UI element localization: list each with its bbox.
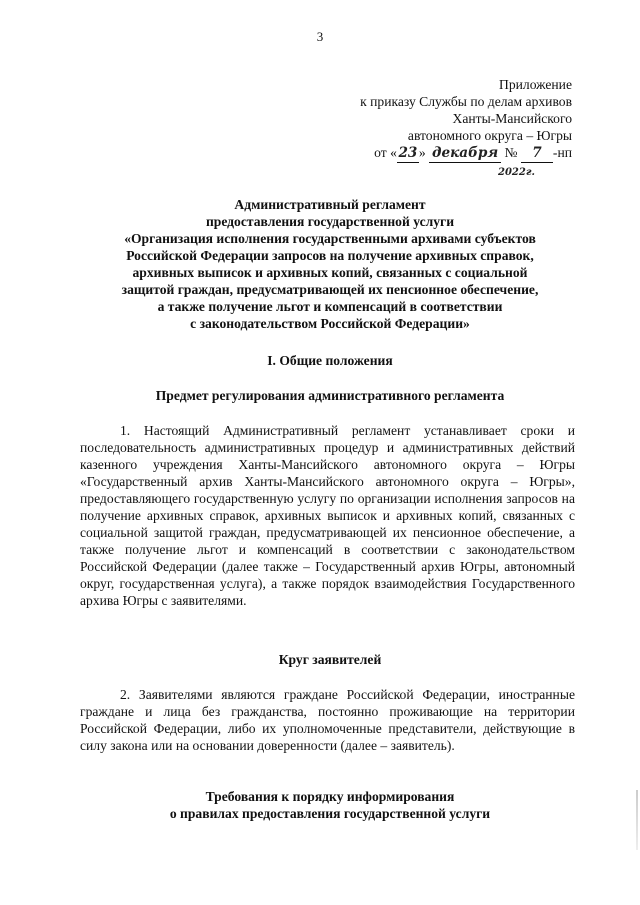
order-month: декабря [429, 145, 501, 163]
title-line: Административный регламент [234, 197, 426, 212]
title-line: а также получение льгот и компенсаций в соответствии [157, 299, 503, 314]
requirements-heading [80, 788, 580, 822]
document-title [80, 196, 580, 332]
subject-heading: Предмет регулирования административного регламента [155, 388, 505, 403]
order-number: 7 [521, 145, 553, 163]
page-number: 3 [316, 29, 324, 44]
paragraph-text: 2. Заявителями являются граждане Российской Федерации, иностранные граждане и лица без гражданства, постоянно проживающие на территории Российской Федерации, либо их уполномоченные представители, действующие в силу закона или на основании доверенности (далее – заявитель). [80, 687, 575, 753]
section-heading: I. Общие положения [267, 353, 393, 368]
heading-line: о правилах предоставления государственной услуги [169, 806, 491, 821]
order-year: 2022г. [498, 167, 535, 178]
appendix-line: Ханты-Мансийского [452, 111, 572, 126]
title-line: предоставления государственной услуги [205, 214, 455, 229]
appendix-line: Приложение [499, 77, 572, 92]
appendix-line: автономного округа – Югры [407, 128, 572, 143]
title-line: «Организация исполнения государственными архивами субъектов [124, 231, 536, 246]
heading-line: Требования к порядку информирования [205, 789, 455, 804]
scan-edge-mark [636, 790, 638, 850]
order-prefix: от « [374, 145, 397, 160]
appendix-line: к приказу Службы по делам архивов [360, 94, 572, 109]
title-line: защитой граждан, предусматривающей их пенсионное обеспечение, [121, 282, 539, 297]
title-line: с законодательством Российской Федерации» [190, 316, 470, 331]
paragraph-2 [80, 686, 575, 754]
order-suffix: -нп [552, 145, 572, 160]
appendix-block [360, 76, 572, 163]
order-day: 23 [398, 145, 418, 161]
paragraph-text: 1. Настоящий Административный регламент устанавливает сроки и последовательность административных процедур и административных действий казенного учреждения Ханты-Мансийского автономного округа – Югры «Государственный архив Ханты-Мансийского автономного округа – Югры», предоставляющего государственную услугу по организации исполнения запросов на получение архивных справок, архивных выписок и архивных копий, связанных с социальной защитой граждан, предусматривающей их пенсионное обеспечение, а также получение льгот и компенсаций в соответствии с законодательством Российской Федерации (далее также – Государственный архив Югры, автономный округ, государственная услуга), а также порядок взаимодействия Государственного архива Югры с заявителями. [80, 423, 575, 608]
applicants-heading: Круг заявителей [278, 652, 382, 667]
title-line: архивных выписок и архивных копий, связанных с социальной [132, 265, 528, 280]
paragraph-1 [80, 422, 575, 609]
title-line: Российской Федерации запросов на получение архивных справок, [126, 248, 534, 263]
order-number-label: № [504, 145, 518, 160]
order-reference: от « 23 » декабря № 7 -нп [374, 145, 572, 161]
